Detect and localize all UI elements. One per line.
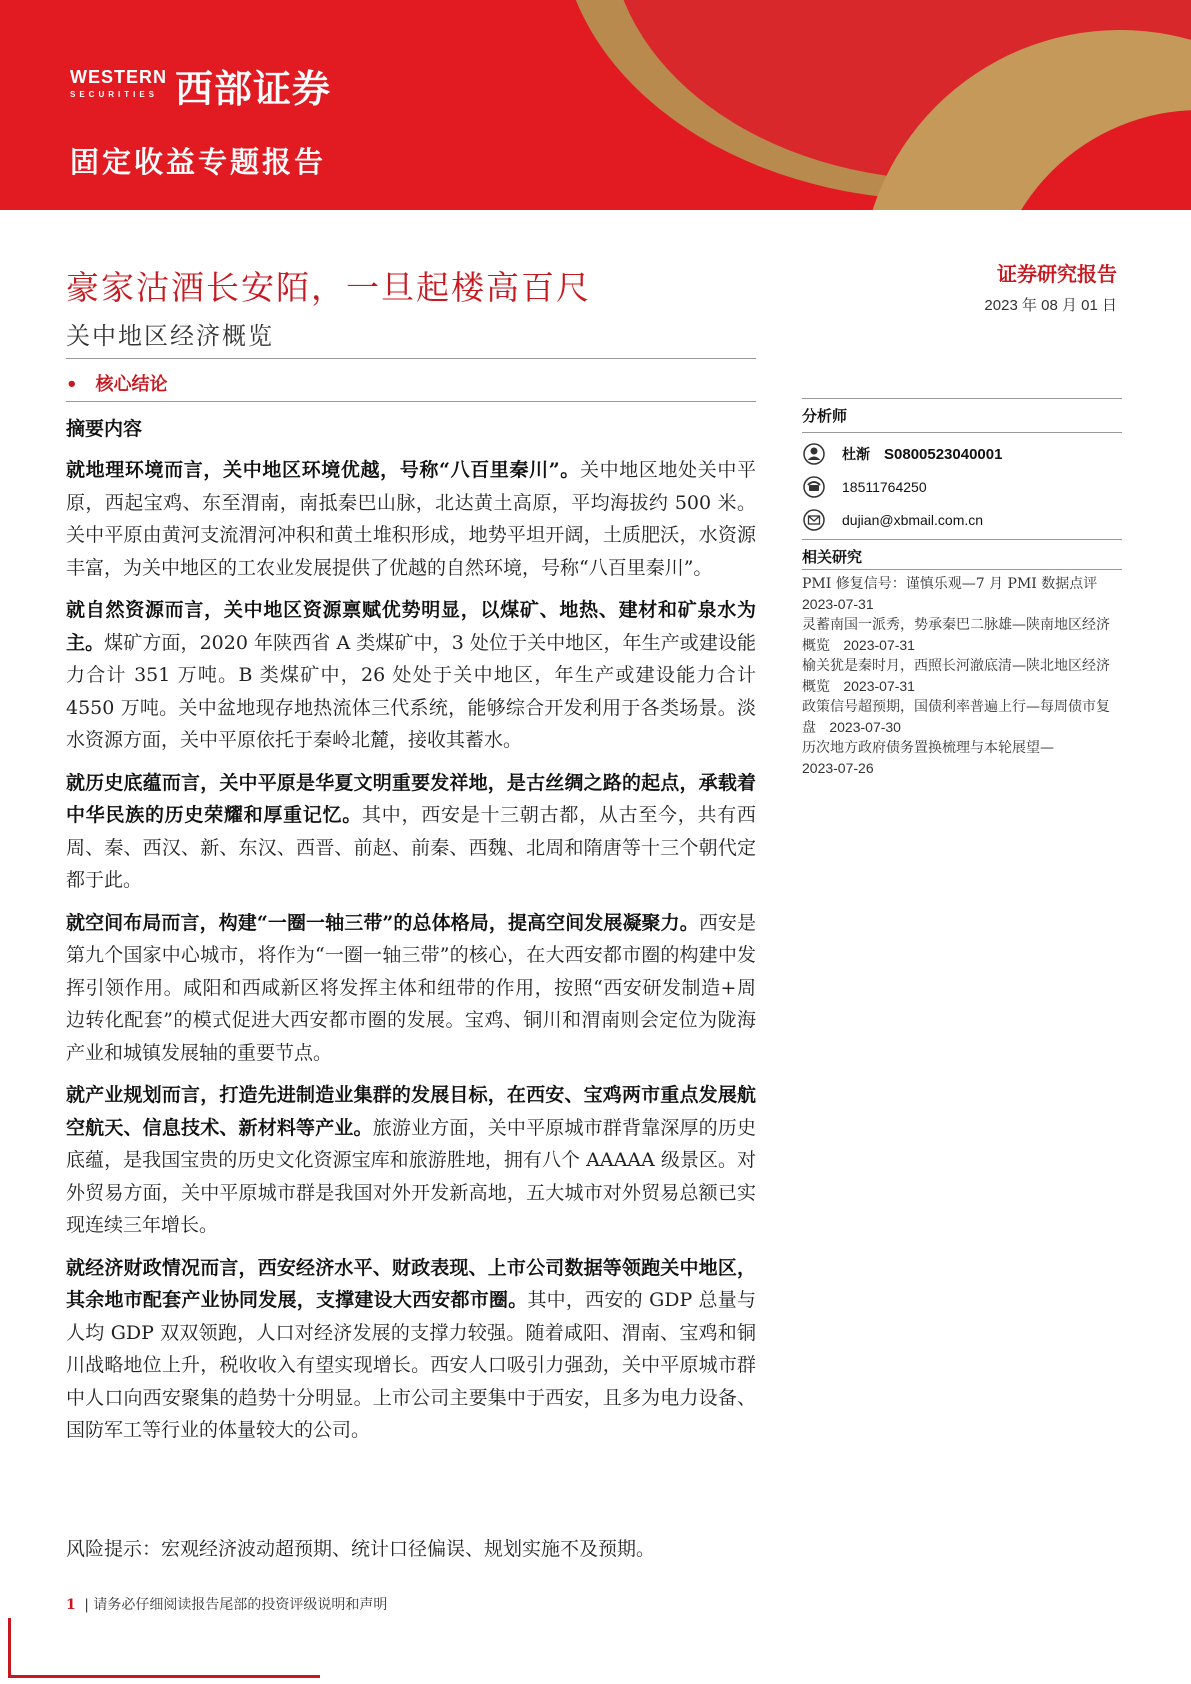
analyst-name: 杜渐 [842, 447, 870, 463]
related-research-heading: 相关研究 [802, 548, 863, 566]
paragraph [66, 907, 756, 1070]
paragraph-lead: 就产业规划而言，打造先进制造业集群的发展目标，在西安、宝鸡两市重点发展航空航天、信息技术、新材料等产业。 [66, 1084, 756, 1139]
paragraph [66, 1252, 756, 1447]
paragraph-text: 西安是第九个国家中心城市，将作为“一圈一轴三带”的核心，在大西安都市圈的构建中发挥引领作用。咸阳和西咸新区将发挥主体和纽带的作用，按照“西安研发制造+周边转化配套”的模式促进大西安都市圈的发展。宝鸡、铜川和渭南则会定位为陇海产业和城镇发展轴的重要节点。 [66, 911, 756, 1064]
divider [802, 569, 1122, 570]
page-footer [66, 1594, 387, 1614]
related-research-title: PMI 修复信号：谨慎乐观—7 月 PMI 数据点评 [802, 576, 1098, 592]
abstract-label: 摘要内容 [66, 418, 143, 440]
report-type: 证券研究报告 [997, 262, 1117, 286]
abstract-body [66, 454, 756, 1457]
paragraph-lead: 就历史底蕴而言，关中平原是华夏文明重要发祥地，是古丝绸之路的起点，承载着中华民族的历史荣耀和厚重记忆。 [66, 771, 756, 826]
logo-en-sub: SECURITIES [70, 89, 159, 99]
phone-row [802, 475, 927, 499]
paragraph-text: 煤矿方面，2020 年陕西省 A 类煤矿中，3 处位于关中地区，年生产或建设能力合计 351 万吨。B 类煤矿中，26 处处于关中地区，年生产或建设能力合计 4550 万吨。关中盆地现存地热流体三代系统，能够综合开发利用于各类场景。淡水资源方面，关中平原依托于秦岭北麓，接收其蓄水。 [66, 631, 756, 751]
logo-cn-text: 西部证券 [175, 67, 332, 111]
analyst-heading: 分析师 [802, 407, 848, 425]
report-category: 固定收益专题报告 [70, 145, 327, 179]
mail-icon [802, 508, 826, 532]
risk-warning: 风险提示：宏观经济波动超预期、统计口径偏误、规划实施不及预期。 [66, 1538, 656, 1560]
core-conclusion-label: 核心结论 [95, 374, 168, 395]
paragraph [66, 767, 756, 897]
divider [802, 432, 1122, 433]
related-research-date: 2023-07-26 [802, 760, 874, 776]
related-research-title: 政策信号超预期，国债利率普遍上行—每周债市复盘 [802, 699, 1110, 736]
paragraph-text: 关中地区地处关中平原，西起宝鸡、东至渭南，南抵秦巴山脉，北达黄土高原，平均海拔约 500 米。关中平原由黄河支流渭河冲积和黄土堆积形成，地势平坦开阔，土质肥沃，水资源丰富，为关中地区的工农业发展提供了优越的自然环境，号称“八百里秦川”。 [66, 459, 756, 579]
divider [66, 401, 756, 402]
company-logo [70, 58, 331, 113]
report-subtitle: 关中地区经济概览 [66, 322, 274, 350]
paragraph [66, 594, 756, 757]
related-research-date: 2023-07-31 [843, 637, 915, 653]
person-icon [802, 442, 826, 466]
analyst-phone: 18511764250 [842, 479, 927, 495]
related-research-item[interactable] [802, 656, 1122, 697]
core-conclusion-heading [66, 370, 168, 396]
related-research-item[interactable] [802, 697, 1122, 738]
footer-separator: | [84, 1597, 89, 1613]
paragraph-text: 其中，西安的 GDP 总量与人均 GDP 双双领跑，人口对经济发展的支撑力较强。随着咸阳、渭南、宝鸡和铜川战略地位上升，税收收入有望实现增长。西安人口吸引力强劲，关中平原城市群中人口向西安聚集的趋势十分明显。上市公司主要集中于西安，且多为电力设备、国防军工等行业的体量较大的公司。 [66, 1289, 756, 1441]
related-research-date: 2023-07-30 [829, 719, 901, 735]
logo-en-text: WESTERN [70, 66, 167, 87]
header-banner [0, 0, 1191, 210]
related-research-date: 2023-07-31 [802, 596, 874, 612]
divider [802, 539, 1122, 540]
analyst-license-id: S0800523040001 [884, 445, 1003, 463]
report-title: 豪家沽酒长安陌，一旦起楼高百尺 [66, 268, 591, 307]
divider [802, 398, 1122, 399]
paragraph [66, 1079, 756, 1242]
paragraph-lead: 就空间布局而言，构建“一圈一轴三带”的总体格局，提高空间发展凝聚力。 [66, 911, 699, 934]
paragraph-lead: 就经济财政情况而言，西安经济水平、财政表现、上市公司数据等领跑关中地区，其余地市配套产业协同发展，支撑建设大西安都市圈。 [66, 1256, 756, 1311]
footer-notice: 请务必仔细阅读报告尾部的投资评级说明和声明 [93, 1597, 388, 1613]
paragraph-lead: 就地理环境而言，关中地区环境优越，号称“八百里秦川”。 [66, 459, 580, 481]
report-date: 2023 年 08 月 01 日 [984, 297, 1117, 314]
email-row [802, 508, 983, 532]
corner-decoration [8, 1675, 320, 1678]
related-research-date: 2023-07-31 [843, 678, 915, 694]
divider [66, 358, 756, 359]
analyst-row [802, 442, 1002, 466]
bullet-icon: • [66, 374, 78, 395]
related-research-title: 历次地方政府债务置换梳理与本轮展望— [802, 740, 1054, 756]
page-number: 1 [66, 1597, 76, 1613]
corner-decoration [8, 1618, 11, 1678]
related-research-item[interactable] [802, 738, 1122, 779]
related-research-title: 榆关犹是秦时月，西照长河澈底清—陕北地区经济概览 [802, 658, 1110, 695]
related-research-item[interactable] [802, 574, 1122, 615]
paragraph-text: 旅游业方面，关中平原城市群背靠深厚的历史底蕴，是我国宝贵的历史文化资源宝库和旅游胜地，拥有八个 AAAAA 级景区。对外贸易方面，关中平原城市群是我国对外开发新高地，五大城市对外贸易总额已实现连续三年增长。 [66, 1116, 756, 1236]
paragraph-text: 其中，西安是十三朝古都，从古至今，共有西周、秦、西汉、新、东汉、西晋、前赵、前秦、西魏、北周和隋唐等十三个朝代定都于此。 [66, 804, 756, 891]
analyst-email[interactable]: dujian@xbmail.com.cn [842, 512, 984, 528]
related-research-title: 灵蓄南国一派秀，势承秦巴二脉雄—陕南地区经济概览 [802, 617, 1110, 654]
related-research-list [802, 574, 1122, 779]
paragraph [66, 454, 756, 584]
phone-icon [802, 475, 826, 499]
related-research-item[interactable] [802, 615, 1122, 656]
paragraph-lead: 就自然资源而言，关中地区资源禀赋优势明显，以煤矿、地热、建材和矿泉水为主。 [66, 599, 756, 654]
